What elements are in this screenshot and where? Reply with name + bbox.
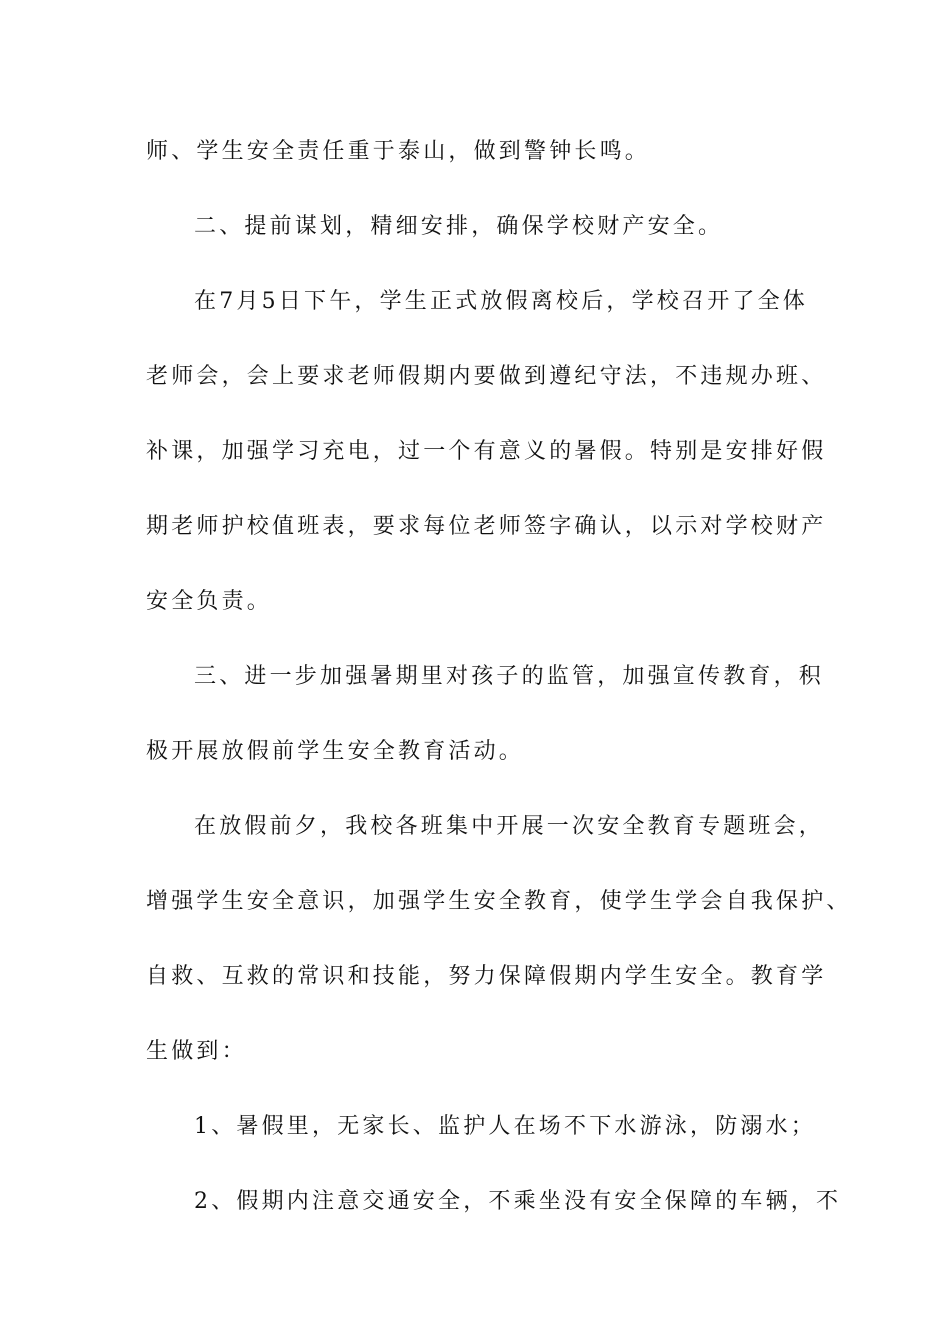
paragraph-line: 在7月5日下午，学生正式放假离校后，学校召开了全体 [194, 289, 808, 314]
paragraph-line: 增强学生安全意识，加强学生安全教育，使学生学会自我保护、 [146, 889, 852, 914]
paragraph-line: 生做到： [146, 1039, 247, 1064]
paragraph-line: 安全负责。 [146, 589, 273, 614]
section-heading-3: 三、进一步加强暑期里对孩子的监管，加强宣传教育，积 [194, 664, 825, 689]
paragraph-line: 极开展放假前学生安全教育活动。 [146, 739, 525, 764]
paragraph-line: 期老师护校值班表，要求每位老师签字确认，以示对学校财产 [146, 514, 827, 539]
paragraph-line: 老师会，会上要求老师假期内要做到遵纪守法，不违规办班、 [146, 364, 827, 389]
paragraph-line: 自救、互救的常识和技能，努力保障假期内学生安全。教育学 [146, 964, 827, 989]
paragraph-line: 在放假前夕，我校各班集中开展一次安全教育专题班会， [194, 814, 825, 839]
paragraph-line: 补课，加强学习充电，过一个有意义的暑假。特别是安排好假 [146, 439, 827, 464]
section-heading-2: 二、提前谋划，精细安排，确保学校财产安全。 [194, 214, 724, 239]
list-item-1: 1、暑假里，无家长、监护人在场不下水游泳，防溺水； [194, 1114, 816, 1139]
list-item-2: 2、假期内注意交通安全，不乘坐没有安全保障的车辆，不 [194, 1189, 842, 1214]
paragraph-line: 师、学生安全责任重于泰山，做到警钟长鸣。 [146, 139, 651, 164]
